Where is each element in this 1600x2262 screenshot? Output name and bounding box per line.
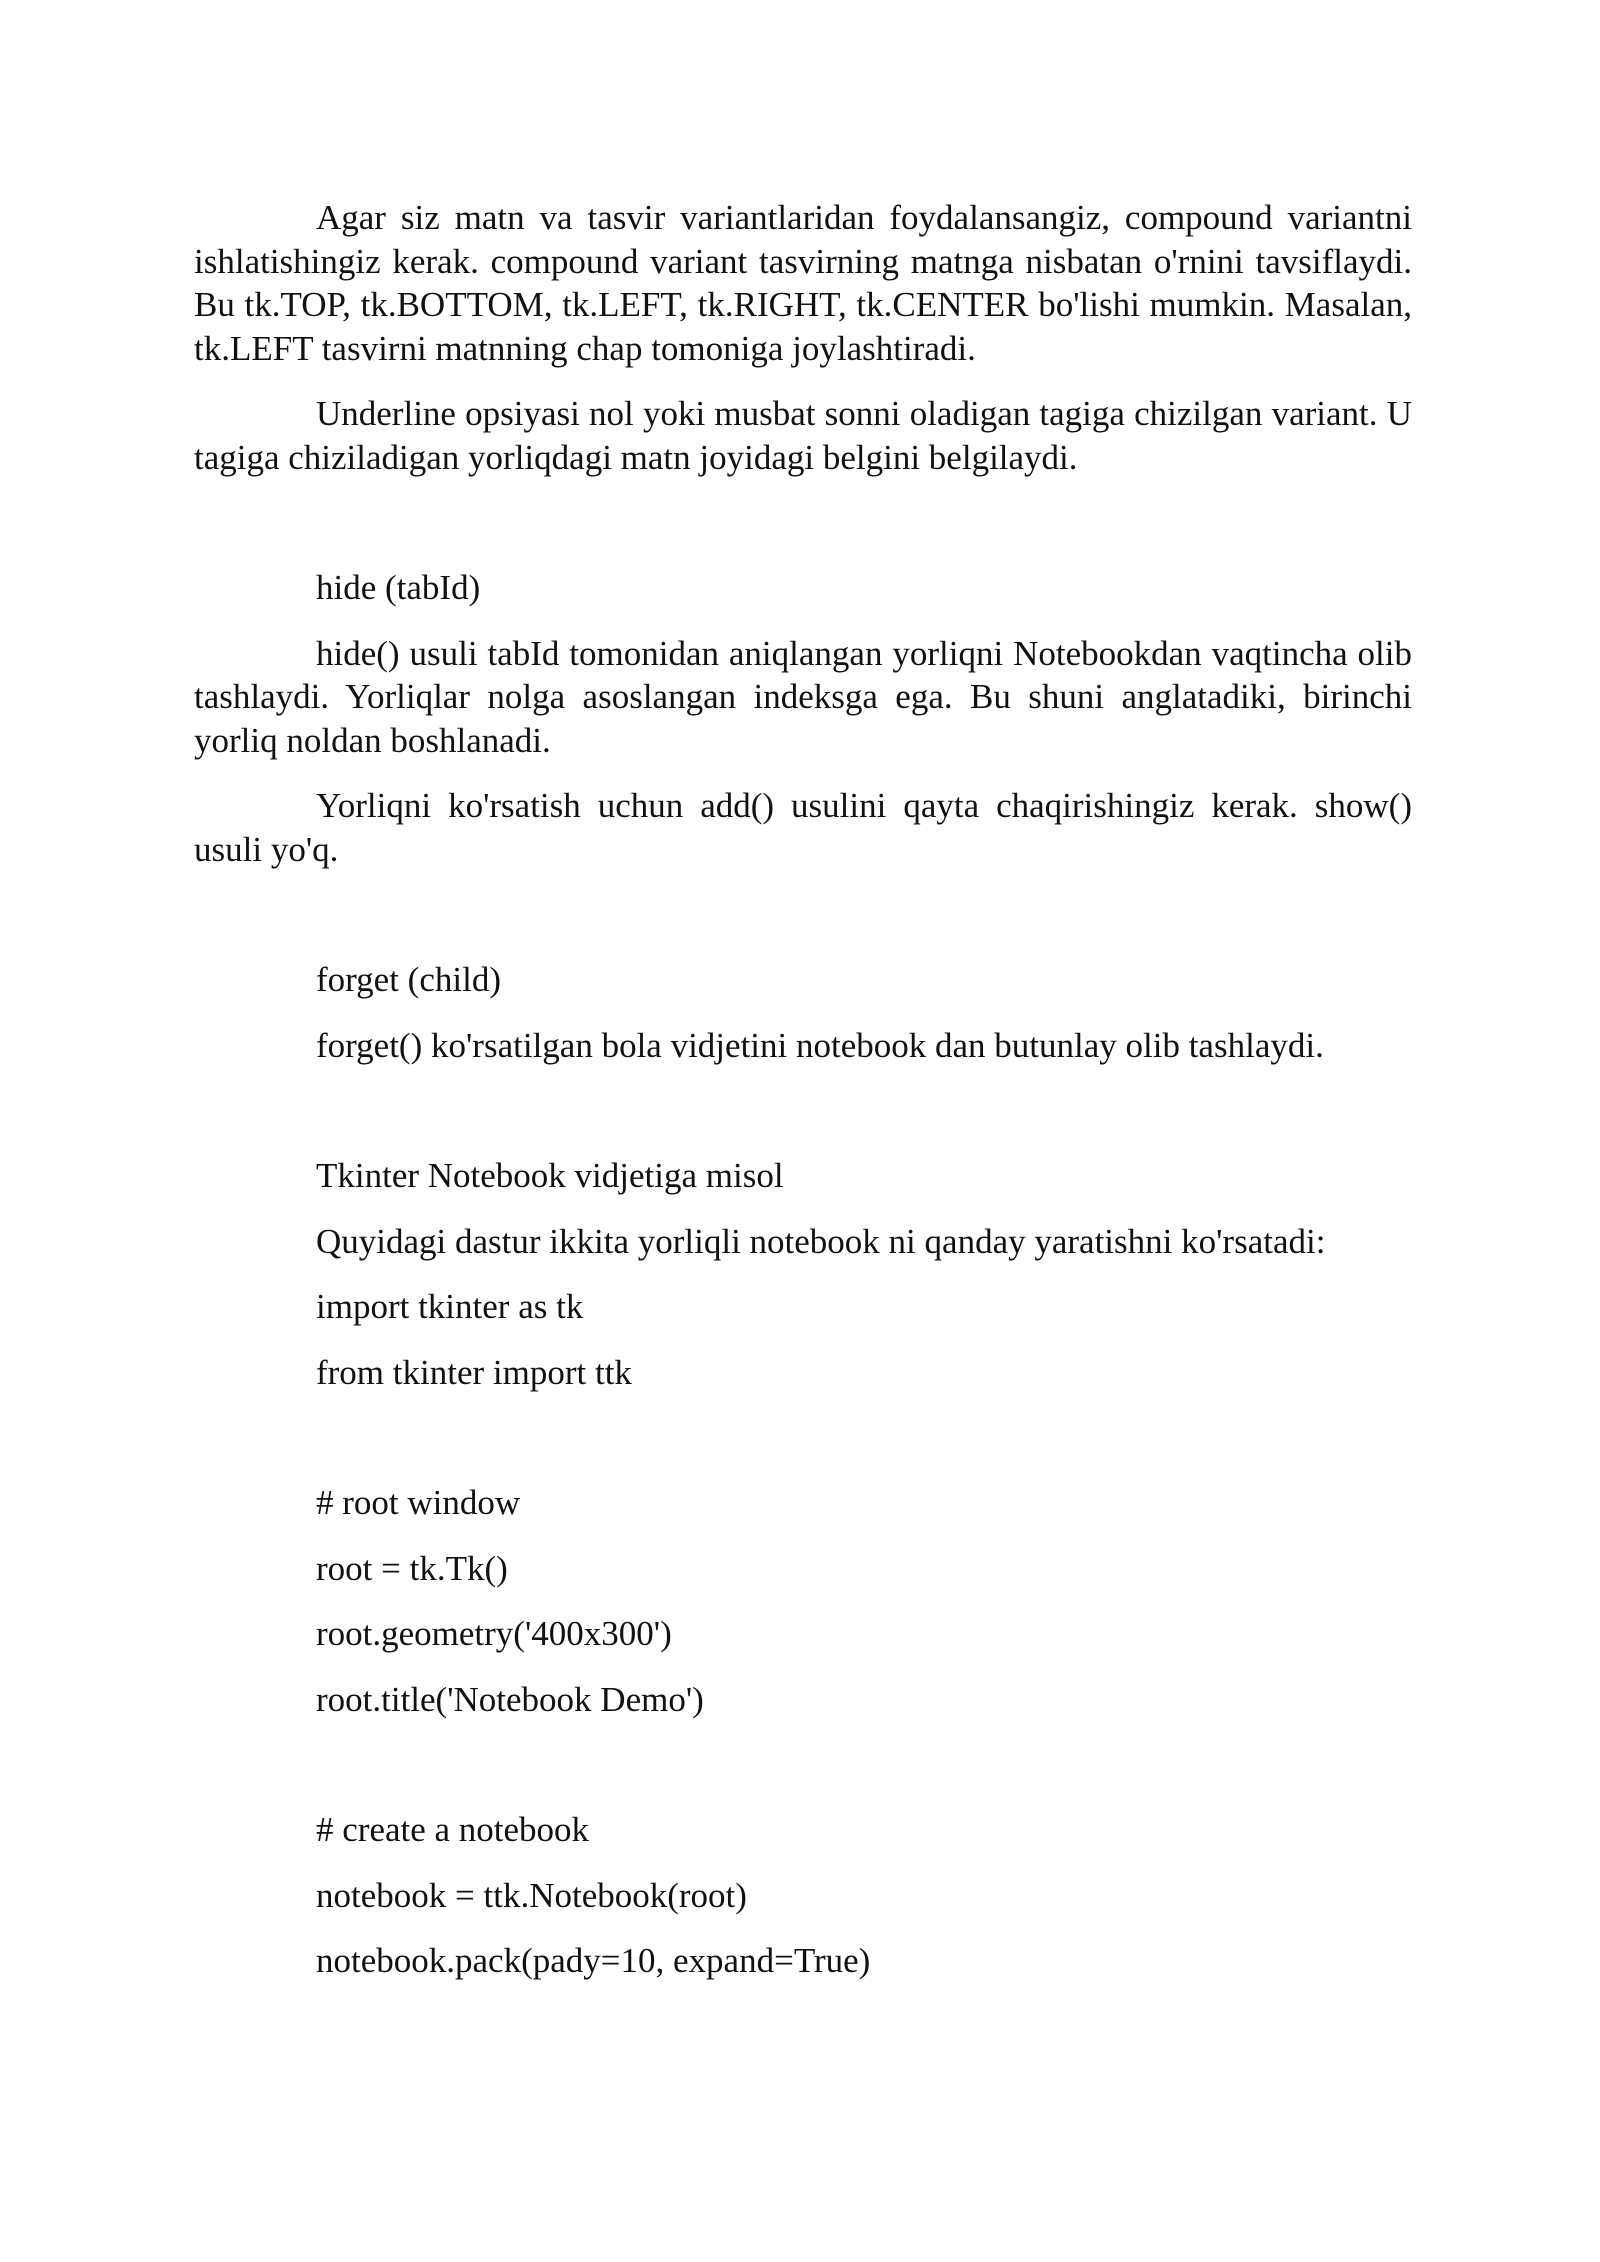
blank-line xyxy=(194,893,1412,958)
blank-line xyxy=(194,1416,1412,1481)
blank-line xyxy=(194,501,1412,566)
paragraph-hide-description: hide() usuli tabId tomonidan aniqlangan yorliqni Notebookdan vaqtincha olib tashlaydi. Yorliqlar nolga asoslangan indeksga ega. Bu shuni anglatadiki, birinchi yorliq noldan boshlanadi. xyxy=(194,633,1412,760)
blank-line xyxy=(194,1089,1412,1154)
paragraph-forget-description: forget() ko'rsatilgan bola vidjetini notebook dan butunlay olib tashlaydi. xyxy=(316,1025,1324,1065)
code-line: root.title('Notebook Demo') xyxy=(316,1679,704,1719)
code-line: root.geometry('400x300') xyxy=(316,1614,672,1653)
code-line: notebook.pack(pady=10, expand=True) xyxy=(316,1941,871,1980)
paragraph-underline-option: Underline opsiyasi nol yoki musbat sonni oladigan tagiga chizilgan variant. U tagiga chiziladigan yorliqdagi matn joyidagi belgini belgilaydi. xyxy=(194,394,1412,477)
blank-line xyxy=(194,1743,1412,1808)
code-comment: # root window xyxy=(316,1483,521,1522)
example-intro: Quyidagi dastur ikkita yorliqli notebook ni qanday yaratishni ko'rsatadi: xyxy=(316,1221,1326,1261)
method-heading-forget: forget (child) xyxy=(316,960,501,999)
code-line: root = tk.Tk() xyxy=(316,1548,508,1588)
section-heading-example: Tkinter Notebook vidjetiga misol xyxy=(316,1156,784,1195)
code-line: notebook = ttk.Notebook(root) xyxy=(316,1875,747,1915)
code-comment: # create a notebook xyxy=(316,1810,590,1849)
document-body xyxy=(194,196,1412,2005)
code-line: import tkinter as tk xyxy=(316,1287,584,1326)
paragraph-compound-option: Agar siz matn va tasvir variantlaridan foydalansangiz, compound variantni ishlatishingiz kerak. compound variant tasvirning matnga nisbatan o'rnini tavsiflaydi. Bu tk.TOP, tk.BOTTOM, tk.LEFT, tk.RIGHT, tk.CENTER bo'lishi mumkin. Masalan, tk.LEFT tasvirni matnning chap tomoniga joylashtiradi. xyxy=(194,198,1412,368)
code-line: from tkinter import ttk xyxy=(316,1352,632,1392)
method-heading-hide: hide (tabId) xyxy=(316,568,481,607)
paragraph-show-note: Yorliqni ko'rsatish uchun add() usulini qayta chaqirishingiz kerak. show() usuli yo'q. xyxy=(194,786,1412,869)
